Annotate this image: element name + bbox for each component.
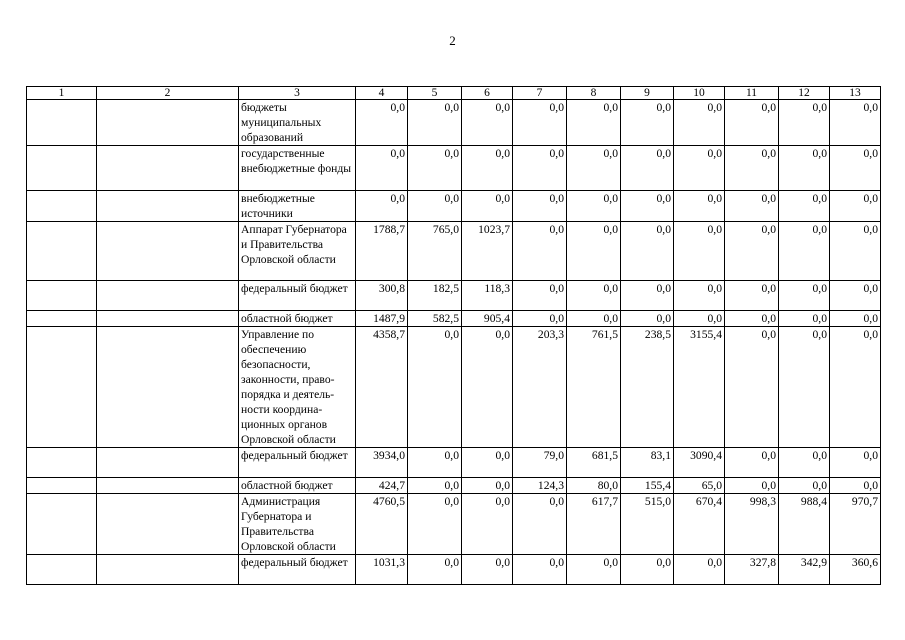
value-cell-col-13: 0,0 bbox=[830, 478, 881, 494]
table-row bbox=[27, 100, 881, 146]
value-cell-col-10: 0,0 bbox=[674, 146, 725, 191]
value-cell-col-11: 0,0 bbox=[725, 311, 779, 327]
col-header-3: 3 bbox=[239, 87, 356, 100]
value-cell-col-12: 0,0 bbox=[779, 311, 830, 327]
value-cell-col-8: 681,5 bbox=[567, 448, 621, 478]
value-cell-col-4: 0,0 bbox=[356, 146, 408, 191]
cell-col-2 bbox=[97, 100, 239, 146]
row-label: Администрация Губернатора и Правительства Орловской области bbox=[239, 494, 356, 555]
table-row bbox=[27, 555, 881, 585]
value-cell-col-6: 0,0 bbox=[462, 494, 513, 555]
value-cell-col-6: 0,0 bbox=[462, 146, 513, 191]
value-cell-col-8: 0,0 bbox=[567, 281, 621, 311]
value-cell-col-12: 342,9 bbox=[779, 555, 830, 585]
table-row bbox=[27, 281, 881, 311]
value-cell-col-12: 0,0 bbox=[779, 478, 830, 494]
table-row bbox=[27, 478, 881, 494]
value-cell-col-11: 998,3 bbox=[725, 494, 779, 555]
cell-col-2 bbox=[97, 311, 239, 327]
value-cell-col-8: 0,0 bbox=[567, 555, 621, 585]
value-cell-col-9: 0,0 bbox=[621, 555, 674, 585]
value-cell-col-13: 0,0 bbox=[830, 191, 881, 222]
value-cell-col-10: 0,0 bbox=[674, 100, 725, 146]
row-label: бюджеты муниципальных образований bbox=[239, 100, 356, 146]
value-cell-col-9: 155,4 bbox=[621, 478, 674, 494]
value-cell-col-12: 0,0 bbox=[779, 448, 830, 478]
value-cell-col-7: 0,0 bbox=[513, 222, 567, 281]
value-cell-col-7: 0,0 bbox=[513, 281, 567, 311]
value-cell-col-12: 0,0 bbox=[779, 191, 830, 222]
value-cell-col-5: 0,0 bbox=[408, 146, 462, 191]
value-cell-col-8: 0,0 bbox=[567, 311, 621, 327]
cell-col-1 bbox=[27, 146, 97, 191]
cell-col-1 bbox=[27, 191, 97, 222]
cell-col-1 bbox=[27, 448, 97, 478]
value-cell-col-10: 65,0 bbox=[674, 478, 725, 494]
row-label: Аппарат Губернатора и Правительства Орловской области bbox=[239, 222, 356, 281]
value-cell-col-4: 300,8 bbox=[356, 281, 408, 311]
table-header-row bbox=[27, 87, 881, 100]
value-cell-col-6: 0,0 bbox=[462, 327, 513, 448]
value-cell-col-4: 3934,0 bbox=[356, 448, 408, 478]
value-cell-col-7: 0,0 bbox=[513, 555, 567, 585]
cell-col-1 bbox=[27, 311, 97, 327]
row-label: федеральный бюджет bbox=[239, 281, 356, 311]
value-cell-col-5: 582,5 bbox=[408, 311, 462, 327]
value-cell-col-4: 1031,3 bbox=[356, 555, 408, 585]
value-cell-col-4: 1788,7 bbox=[356, 222, 408, 281]
value-cell-col-10: 3090,4 bbox=[674, 448, 725, 478]
value-cell-col-12: 0,0 bbox=[779, 146, 830, 191]
row-label: областной бюджет bbox=[239, 478, 356, 494]
col-header-4: 4 bbox=[356, 87, 408, 100]
value-cell-col-12: 0,0 bbox=[779, 222, 830, 281]
value-cell-col-11: 0,0 bbox=[725, 448, 779, 478]
value-cell-col-9: 515,0 bbox=[621, 494, 674, 555]
value-cell-col-9: 0,0 bbox=[621, 281, 674, 311]
value-cell-col-9: 0,0 bbox=[621, 311, 674, 327]
value-cell-col-6: 905,4 bbox=[462, 311, 513, 327]
value-cell-col-9: 238,5 bbox=[621, 327, 674, 448]
col-header-9: 9 bbox=[621, 87, 674, 100]
value-cell-col-6: 1023,7 bbox=[462, 222, 513, 281]
cell-col-1 bbox=[27, 494, 97, 555]
table-row bbox=[27, 311, 881, 327]
value-cell-col-12: 0,0 bbox=[779, 100, 830, 146]
col-header-2: 2 bbox=[97, 87, 239, 100]
value-cell-col-9: 0,0 bbox=[621, 222, 674, 281]
table-row bbox=[27, 191, 881, 222]
value-cell-col-8: 0,0 bbox=[567, 191, 621, 222]
cell-col-1 bbox=[27, 222, 97, 281]
cell-col-2 bbox=[97, 448, 239, 478]
value-cell-col-6: 0,0 bbox=[462, 191, 513, 222]
value-cell-col-10: 3155,4 bbox=[674, 327, 725, 448]
row-label: Управление по обеспечению безопасности, законности, право-порядка и деятель-ности координа-ционных органов Орловской области bbox=[239, 327, 356, 448]
value-cell-col-5: 765,0 bbox=[408, 222, 462, 281]
value-cell-col-11: 327,8 bbox=[725, 555, 779, 585]
cell-col-2 bbox=[97, 281, 239, 311]
value-cell-col-4: 4760,5 bbox=[356, 494, 408, 555]
value-cell-col-7: 0,0 bbox=[513, 311, 567, 327]
table-row bbox=[27, 327, 881, 448]
cell-col-1 bbox=[27, 327, 97, 448]
table-row bbox=[27, 146, 881, 191]
cell-col-2 bbox=[97, 494, 239, 555]
value-cell-col-4: 424,7 bbox=[356, 478, 408, 494]
row-label: федеральный бюджет bbox=[239, 448, 356, 478]
cell-col-2 bbox=[97, 327, 239, 448]
row-label: государственные внебюджетные фонды bbox=[239, 146, 356, 191]
cell-col-1 bbox=[27, 478, 97, 494]
value-cell-col-13: 0,0 bbox=[830, 448, 881, 478]
value-cell-col-13: 0,0 bbox=[830, 146, 881, 191]
value-cell-col-9: 0,0 bbox=[621, 100, 674, 146]
value-cell-col-10: 0,0 bbox=[674, 555, 725, 585]
cell-col-2 bbox=[97, 555, 239, 585]
value-cell-col-6: 0,0 bbox=[462, 100, 513, 146]
value-cell-col-13: 360,6 bbox=[830, 555, 881, 585]
value-cell-col-7: 0,0 bbox=[513, 100, 567, 146]
col-header-12: 12 bbox=[779, 87, 830, 100]
value-cell-col-12: 0,0 bbox=[779, 281, 830, 311]
value-cell-col-11: 0,0 bbox=[725, 478, 779, 494]
value-cell-col-11: 0,0 bbox=[725, 222, 779, 281]
value-cell-col-4: 1487,9 bbox=[356, 311, 408, 327]
value-cell-col-7: 0,0 bbox=[513, 146, 567, 191]
value-cell-col-6: 118,3 bbox=[462, 281, 513, 311]
value-cell-col-5: 0,0 bbox=[408, 327, 462, 448]
value-cell-col-8: 0,0 bbox=[567, 100, 621, 146]
value-cell-col-12: 988,4 bbox=[779, 494, 830, 555]
value-cell-col-5: 0,0 bbox=[408, 494, 462, 555]
cell-col-1 bbox=[27, 281, 97, 311]
table-row bbox=[27, 448, 881, 478]
cell-col-2 bbox=[97, 222, 239, 281]
value-cell-col-11: 0,0 bbox=[725, 146, 779, 191]
value-cell-col-5: 182,5 bbox=[408, 281, 462, 311]
cell-col-2 bbox=[97, 478, 239, 494]
value-cell-col-7: 79,0 bbox=[513, 448, 567, 478]
value-cell-col-13: 0,0 bbox=[830, 327, 881, 448]
value-cell-col-5: 0,0 bbox=[408, 555, 462, 585]
value-cell-col-11: 0,0 bbox=[725, 191, 779, 222]
value-cell-col-13: 0,0 bbox=[830, 311, 881, 327]
value-cell-col-9: 0,0 bbox=[621, 191, 674, 222]
value-cell-col-10: 0,0 bbox=[674, 281, 725, 311]
value-cell-col-11: 0,0 bbox=[725, 100, 779, 146]
value-cell-col-9: 83,1 bbox=[621, 448, 674, 478]
value-cell-col-13: 970,7 bbox=[830, 494, 881, 555]
row-label: внебюджетные источники bbox=[239, 191, 356, 222]
cell-col-1 bbox=[27, 100, 97, 146]
value-cell-col-10: 670,4 bbox=[674, 494, 725, 555]
budget-table bbox=[26, 86, 881, 585]
cell-col-2 bbox=[97, 146, 239, 191]
col-header-7: 7 bbox=[513, 87, 567, 100]
table-row bbox=[27, 494, 881, 555]
value-cell-col-8: 761,5 bbox=[567, 327, 621, 448]
table-row bbox=[27, 222, 881, 281]
value-cell-col-8: 617,7 bbox=[567, 494, 621, 555]
value-cell-col-9: 0,0 bbox=[621, 146, 674, 191]
value-cell-col-6: 0,0 bbox=[462, 555, 513, 585]
value-cell-col-11: 0,0 bbox=[725, 327, 779, 448]
value-cell-col-5: 0,0 bbox=[408, 191, 462, 222]
col-header-13: 13 bbox=[830, 87, 881, 100]
value-cell-col-10: 0,0 bbox=[674, 191, 725, 222]
value-cell-col-4: 4358,7 bbox=[356, 327, 408, 448]
col-header-11: 11 bbox=[725, 87, 779, 100]
value-cell-col-7: 0,0 bbox=[513, 191, 567, 222]
value-cell-col-6: 0,0 bbox=[462, 478, 513, 494]
value-cell-col-11: 0,0 bbox=[725, 281, 779, 311]
value-cell-col-10: 0,0 bbox=[674, 311, 725, 327]
col-header-5: 5 bbox=[408, 87, 462, 100]
value-cell-col-8: 0,0 bbox=[567, 222, 621, 281]
value-cell-col-10: 0,0 bbox=[674, 222, 725, 281]
value-cell-col-8: 0,0 bbox=[567, 146, 621, 191]
page-number: 2 bbox=[449, 33, 456, 48]
value-cell-col-8: 80,0 bbox=[567, 478, 621, 494]
value-cell-col-7: 124,3 bbox=[513, 478, 567, 494]
value-cell-col-4: 0,0 bbox=[356, 191, 408, 222]
value-cell-col-4: 0,0 bbox=[356, 100, 408, 146]
value-cell-col-5: 0,0 bbox=[408, 478, 462, 494]
value-cell-col-6: 0,0 bbox=[462, 448, 513, 478]
row-label: областной бюджет bbox=[239, 311, 356, 327]
value-cell-col-13: 0,0 bbox=[830, 222, 881, 281]
col-header-1: 1 bbox=[27, 87, 97, 100]
value-cell-col-13: 0,0 bbox=[830, 281, 881, 311]
value-cell-col-12: 0,0 bbox=[779, 327, 830, 448]
value-cell-col-5: 0,0 bbox=[408, 448, 462, 478]
cell-col-2 bbox=[97, 191, 239, 222]
cell-col-1 bbox=[27, 555, 97, 585]
value-cell-col-13: 0,0 bbox=[830, 100, 881, 146]
value-cell-col-5: 0,0 bbox=[408, 100, 462, 146]
value-cell-col-7: 203,3 bbox=[513, 327, 567, 448]
col-header-6: 6 bbox=[462, 87, 513, 100]
value-cell-col-7: 0,0 bbox=[513, 494, 567, 555]
col-header-8: 8 bbox=[567, 87, 621, 100]
col-header-10: 10 bbox=[674, 87, 725, 100]
row-label: федеральный бюджет bbox=[239, 555, 356, 585]
